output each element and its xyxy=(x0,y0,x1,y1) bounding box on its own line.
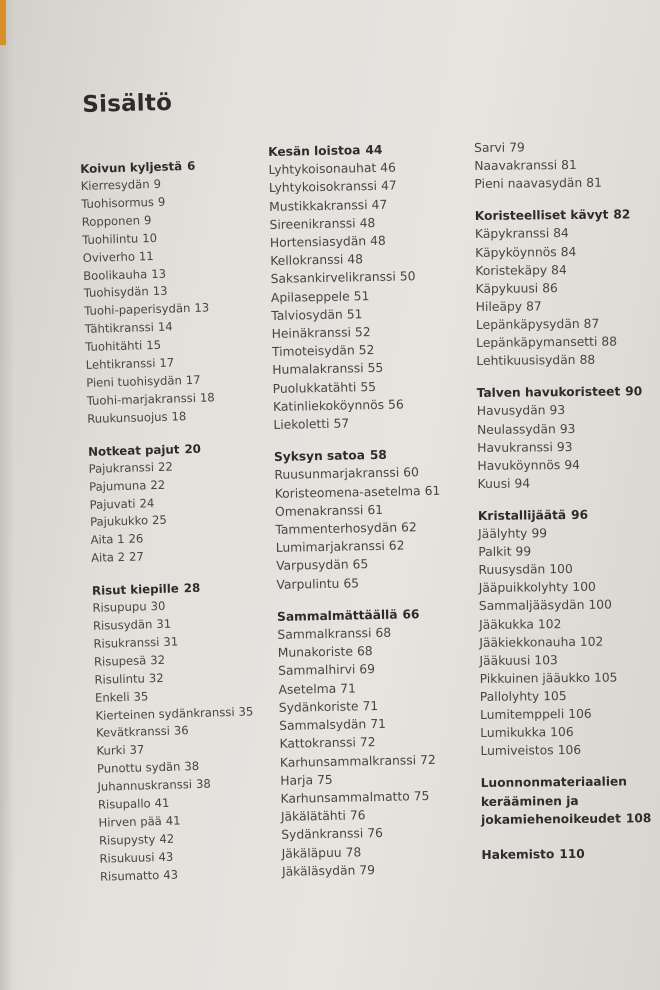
toc-page-number: 62 xyxy=(400,520,417,535)
toc-entry-title: Risupallo xyxy=(97,796,151,812)
toc-entry-title: Pajumuna xyxy=(88,477,147,494)
toc-entry xyxy=(479,596,659,616)
toc-entry xyxy=(475,278,655,298)
toc-entry xyxy=(480,668,660,688)
toc-entry-title: Lumitemppeli xyxy=(479,707,565,723)
toc-page-number: 55 xyxy=(360,379,377,394)
toc-page-number: 9 xyxy=(157,194,166,209)
toc-entry xyxy=(476,314,656,334)
toc-entry-title: Tuohilintu xyxy=(82,231,139,247)
toc-entry-title: Tähtikranssi xyxy=(84,320,155,337)
toc-entry-title: Pajukukko xyxy=(89,513,149,530)
toc-page-number: 46 xyxy=(380,160,397,176)
toc-section-heading xyxy=(481,809,660,829)
toc-entry-title: Lumikukka xyxy=(480,725,547,741)
toc-page-number: 38 xyxy=(184,759,200,774)
toc-page-number: 105 xyxy=(593,670,618,685)
toc-page-number: 47 xyxy=(380,178,397,194)
toc-entry xyxy=(480,704,660,724)
toc-page-number: 75 xyxy=(413,788,430,804)
toc-entry-title: Sammalhirvi xyxy=(278,662,356,679)
toc-entry-title: Käpykranssi xyxy=(474,226,550,242)
toc-entry xyxy=(478,473,658,493)
toc-page-number: 66 xyxy=(402,607,420,622)
toc-entry xyxy=(474,137,654,157)
toc-entry-title: Pajukranssi xyxy=(88,459,155,476)
toc-page-number: 65 xyxy=(343,576,360,591)
toc-entry xyxy=(477,419,657,439)
toc-page-number: 17 xyxy=(159,355,175,370)
toc-page-number: 68 xyxy=(356,644,373,659)
toc-entry-title: Käpykuusi xyxy=(475,281,539,296)
toc-page-number: 35 xyxy=(133,688,149,704)
toc-page-number: 106 xyxy=(550,725,574,740)
toc-entry xyxy=(275,481,465,503)
toc-entry-title: Tuohi-marjakranssi xyxy=(86,390,197,408)
toc-entry xyxy=(480,722,660,742)
toc-page-number: 79 xyxy=(359,862,376,878)
toc-entry-title: Enkeli xyxy=(94,689,130,705)
toc-page-number: 76 xyxy=(349,808,366,823)
toc-page-number: 13 xyxy=(194,300,210,316)
toc-entry-title: Kuusi xyxy=(477,476,511,491)
toc-entry-title: Hileäpy xyxy=(475,299,523,314)
toc-page-number: 68 xyxy=(375,625,392,641)
toc-entry-title: Pallolyhty xyxy=(479,689,540,704)
toc-entry-title: Pajuvati xyxy=(89,496,136,512)
toc-entry-title: Neulassydän xyxy=(476,421,556,437)
toc-page-number: 81 xyxy=(561,158,577,173)
toc-page-number: 13 xyxy=(151,266,167,281)
toc-page-number: 99 xyxy=(531,526,548,541)
toc-entry-title: Risupesä xyxy=(93,653,147,669)
toc-page-number: 9 xyxy=(153,176,162,191)
toc-entry xyxy=(478,523,658,543)
toc-entry xyxy=(282,859,472,881)
toc-page-number: 22 xyxy=(150,477,166,492)
toc-entry xyxy=(477,455,657,475)
toc-page-number: 71 xyxy=(370,716,387,732)
toc-page-number: 79 xyxy=(509,140,525,155)
toc-entry-title: Sarvi xyxy=(474,140,506,155)
toc-entry-title: kerääminen ja xyxy=(480,793,579,809)
toc-page-number: 28 xyxy=(183,580,201,596)
toc-page-number: 27 xyxy=(128,549,144,565)
toc-page-number: 93 xyxy=(549,403,566,418)
toc-entry-title: Risut kiepille xyxy=(91,581,179,598)
toc-entry-title: Hortensiasydän xyxy=(269,234,367,250)
toc-entry-title: Koivun kyljestä xyxy=(80,159,183,176)
toc-entry-title: Lyhtykoisonauhat xyxy=(268,161,377,178)
toc-entry-title: Jääkiekkonauha xyxy=(479,634,576,650)
page-title: Sisältö xyxy=(82,89,173,118)
toc-entry-title: Sydänkranssi xyxy=(281,826,364,843)
toc-entry-title: Jäkäläpuu xyxy=(281,845,342,861)
toc-page-number: 47 xyxy=(371,197,388,212)
toc-section-heading xyxy=(481,791,660,811)
toc-page-number: 69 xyxy=(359,662,376,677)
toc-entry-title: Risumatto xyxy=(99,867,160,884)
toc-entry-title: Pieni tuohisydän xyxy=(86,373,183,390)
toc-page-number: 20 xyxy=(184,441,202,456)
toc-entry-title: Ruusysdän xyxy=(478,562,546,578)
toc-entry-title: Ruusunmarjakranssi xyxy=(274,465,400,483)
toc-page-number: 32 xyxy=(148,670,164,686)
toc-entry-title: Aita 2 xyxy=(90,550,126,566)
toc-page-number: 100 xyxy=(588,598,613,613)
toc-entry-title: Sydänkoriste xyxy=(278,699,359,715)
toc-page-number: 84 xyxy=(553,226,569,241)
toc-entry-title: Saksankirvelikranssi xyxy=(270,269,396,287)
toc-entry xyxy=(477,401,657,421)
toc-page-number: 84 xyxy=(560,244,577,259)
toc-entry-title: Havusydän xyxy=(476,403,546,419)
toc-entry-title: Aita 1 xyxy=(90,532,125,548)
toc-entry-title: Koristekäpy xyxy=(475,262,548,278)
toc-entry-title: Lumimarjakranssi xyxy=(275,539,385,556)
toc-entry xyxy=(479,577,659,597)
toc-entry-title: Koristeelliset kävyt xyxy=(474,207,609,224)
toc-section-heading xyxy=(481,772,660,792)
toc-entry xyxy=(478,559,658,579)
toc-entry-title: Kurki xyxy=(96,743,126,759)
toc-entry-title: Kesän loistoa xyxy=(268,143,361,159)
toc-page-number: 18 xyxy=(199,390,215,405)
toc-entry-title: Naavakranssi xyxy=(474,158,558,174)
toc-page-number: 72 xyxy=(359,735,376,750)
toc-page-number: 48 xyxy=(347,252,364,267)
toc-page-number: 102 xyxy=(537,616,562,631)
toc-page-number: 11 xyxy=(138,248,154,264)
toc-entry-title: Kattokranssi xyxy=(279,735,356,752)
toc-page-number: 60 xyxy=(403,465,419,480)
toc-entry-title: Timoteisydän xyxy=(271,343,355,360)
toc-entry xyxy=(474,173,654,193)
toc-entry-title: Oviverho xyxy=(82,249,136,265)
toc-page-number: 43 xyxy=(163,867,179,882)
toc-entry-title: Kierresydän xyxy=(80,177,150,193)
toc-entry-title: Syksyn satoa xyxy=(273,448,366,465)
toc-page-number: 15 xyxy=(146,337,162,353)
toc-page-number: 10 xyxy=(142,230,158,246)
toc-page-number: 30 xyxy=(150,598,166,614)
toc-entry-title: Lehtikuusisydän xyxy=(476,353,576,369)
toc-page-number: 58 xyxy=(369,448,387,463)
toc-entry-title: Sireenikranssi xyxy=(269,216,356,232)
toc-page-number: 99 xyxy=(515,544,532,559)
toc-section-heading xyxy=(478,505,658,525)
toc-entry-title: Sammaljääsydän xyxy=(478,598,585,614)
toc-page-number: 103 xyxy=(534,652,558,668)
toc-section-heading xyxy=(481,844,660,864)
toc-page-number: 81 xyxy=(586,175,602,191)
toc-entry-title: Varpulintu xyxy=(276,576,340,592)
toc-entry xyxy=(474,155,654,175)
toc-entry xyxy=(475,260,655,280)
toc-page-number: 84 xyxy=(551,262,567,277)
toc-entry-title: Ropponen xyxy=(81,213,141,229)
toc-page-number: 22 xyxy=(157,459,173,474)
toc-entry-title: Koristeomena-asetelma xyxy=(274,483,421,501)
toc-page-number: 52 xyxy=(354,325,371,340)
toc-entry-title: Jäkäläsydän xyxy=(281,863,356,879)
toc-page-number: 78 xyxy=(345,844,362,860)
toc-entry-title: Katinliekoköynnös xyxy=(272,397,385,414)
toc-entry xyxy=(475,224,655,244)
toc-page-number: 41 xyxy=(165,813,181,828)
toc-entry-title: Punottu sydän xyxy=(96,759,181,777)
toc-page-number: 31 xyxy=(156,616,172,632)
toc-page-number: 31 xyxy=(163,634,179,649)
toc-entry-title: Harja xyxy=(280,772,314,788)
toc-entry-title: Hakemisto xyxy=(481,847,555,862)
toc-page-number: 50 xyxy=(399,269,416,284)
toc-page-number: 94 xyxy=(564,457,581,472)
toc-section-heading xyxy=(477,382,657,402)
toc-page-number: 75 xyxy=(316,772,333,787)
toc-page-number: 51 xyxy=(353,288,370,304)
toc-entry xyxy=(479,650,659,670)
toc-entry-title: Karhunsammalkranssi xyxy=(279,752,417,770)
toc-entry-title: Apilaseppele xyxy=(270,289,350,305)
toc-page-number: 76 xyxy=(367,826,384,841)
toc-page-number: 87 xyxy=(583,316,600,331)
toc-page-number: 51 xyxy=(346,307,363,322)
toc-page-number: 17 xyxy=(185,372,201,388)
toc-page-number: 14 xyxy=(157,319,173,335)
toc-page-number: 87 xyxy=(525,299,542,314)
toc-page-number: 106 xyxy=(557,743,582,758)
toc-entry-title: Jääkukka xyxy=(479,616,534,632)
toc-page-number: 100 xyxy=(572,580,596,595)
toc-page-number: 71 xyxy=(340,681,356,696)
toc-entry-title: jokamiehenoikeudet xyxy=(481,811,621,827)
toc-entry-title: Jäälyhty xyxy=(478,526,528,542)
toc-page-number: 56 xyxy=(387,397,404,412)
toc-entry xyxy=(475,242,655,262)
toc-entry-title: Juhannuskranssi xyxy=(97,777,193,794)
toc-entry-title: Pikkuinen jääukko xyxy=(479,670,591,686)
toc-page-number: 35 xyxy=(238,703,254,719)
toc-entry xyxy=(476,350,656,370)
toc-page-number: 57 xyxy=(333,416,350,431)
toc-page-number: 105 xyxy=(543,689,567,704)
toc-page-number: 94 xyxy=(514,476,531,491)
toc-entry-title: Lepänkäpymansetti xyxy=(476,334,598,351)
toc-entry xyxy=(476,332,656,352)
toc-entry-title: Boolikauha xyxy=(83,266,148,283)
toc-entry-title: Risulintu xyxy=(94,671,146,687)
toc-entry xyxy=(479,632,659,652)
toc-entry xyxy=(477,437,657,457)
toc-entry-title: Munakoriste xyxy=(277,644,354,661)
toc-page-number: 55 xyxy=(367,361,384,376)
toc-entry-title: Tuohisormus xyxy=(81,194,155,211)
toc-page-number: 100 xyxy=(549,562,573,577)
toc-column-2 xyxy=(268,139,472,880)
toc-page-number: 26 xyxy=(128,531,144,547)
toc-entry-title: Talven havukoristeet xyxy=(476,384,621,401)
toc-entry-title: Tammenterhosydän xyxy=(275,520,398,537)
toc-entry-title: Sammalmättäällä xyxy=(276,607,398,624)
toc-page-number: 41 xyxy=(154,795,170,811)
toc-page-number: 6 xyxy=(186,158,196,174)
toc-page-number: 48 xyxy=(369,233,386,249)
toc-entry xyxy=(480,740,660,760)
toc-page-number: 32 xyxy=(150,652,166,668)
toc-entry-title: Heinäkranssi xyxy=(271,325,352,341)
toc-entry-title: Käpyköynnös xyxy=(475,244,557,260)
toc-entry xyxy=(478,541,658,561)
toc-page-number: 24 xyxy=(139,495,155,510)
toc-entry-title: Kristallijäätä xyxy=(477,507,567,523)
toc-page-number: 71 xyxy=(362,698,379,714)
toc-page-number: 106 xyxy=(568,706,592,722)
page-spine-shadow xyxy=(0,0,14,990)
toc-page-number: 72 xyxy=(419,752,436,767)
toc-page-number: 86 xyxy=(542,280,558,296)
toc-page-number: 43 xyxy=(158,849,174,864)
toc-entry xyxy=(476,296,656,316)
toc-page-number: 110 xyxy=(559,846,585,862)
toc-page-number: 48 xyxy=(359,215,376,231)
toc-page-number: 90 xyxy=(625,384,643,399)
toc-entry-title: Tuohisydän xyxy=(83,284,149,301)
toc-page-number: 18 xyxy=(171,408,187,424)
toc-entry-title: Talviosydän xyxy=(271,307,343,323)
toc-entry-title: Notkeat pajut xyxy=(87,442,180,459)
toc-entry-title: Havukranssi xyxy=(477,439,553,455)
toc-page-number: 88 xyxy=(579,352,596,368)
toc-column-3 xyxy=(474,137,660,864)
toc-entry-title: Risupupu xyxy=(92,599,147,615)
toc-entry-title: Puolukkatähti xyxy=(272,379,357,396)
toc-entry-title: Pieni naavasydän xyxy=(474,176,583,192)
toc-page-number: 102 xyxy=(579,634,604,649)
toc-page-number: 62 xyxy=(388,538,405,554)
toc-page-number: 42 xyxy=(159,831,175,846)
toc-entry-title: Risukranssi xyxy=(93,634,160,651)
toc-entry-title: Karhunsammalmatto xyxy=(280,789,410,806)
toc-entry-title: Lumiveistos xyxy=(480,743,554,759)
toc-page-number: 9 xyxy=(143,212,152,228)
toc-page-number: 93 xyxy=(559,421,576,436)
toc-entry-title: Omenakranssi xyxy=(274,503,364,519)
toc-section-heading xyxy=(475,205,655,225)
toc-entry-title: Jääkuusi xyxy=(479,653,531,668)
toc-entry-title: Liekoletti xyxy=(273,416,330,432)
toc-entry-title: Lepänkäpysydän xyxy=(475,316,580,332)
toc-entry-title: Mustikkakranssi xyxy=(269,197,368,214)
toc-entry-title: Jäkälätähti xyxy=(280,808,347,824)
toc-entry-title: Jääpuikkolyhty xyxy=(478,580,569,596)
toc-page-number: 37 xyxy=(129,742,145,758)
toc-entry xyxy=(479,614,659,634)
toc-entry-title: Kierteinen sydänkranssi xyxy=(95,704,235,723)
toc-entry xyxy=(480,686,660,706)
toc-entry-title: Palkit xyxy=(478,544,512,560)
toc-page-number: 36 xyxy=(173,723,189,739)
toc-entry-title: Risupysty xyxy=(98,832,156,848)
toc-entry-title: Lyhtykoisokranssi xyxy=(268,179,378,196)
toc-page-number: 52 xyxy=(358,343,375,358)
toc-page-number: 93 xyxy=(556,439,573,454)
toc-page-number: 44 xyxy=(365,142,383,158)
toc-entry-title: Havuköynnös xyxy=(477,457,561,473)
toc-page-number: 38 xyxy=(195,776,211,792)
toc-page-number: 96 xyxy=(571,507,589,522)
toc-entry-title: Hirven pää xyxy=(98,813,162,830)
toc-entry-title: Asetelma xyxy=(278,681,337,697)
toc-entry-title: Risusydän xyxy=(92,617,153,633)
toc-entry-title: Humalakranssi xyxy=(272,361,364,378)
toc-column-1 xyxy=(80,155,290,887)
toc-entry-title: Tuohi-paperisydän xyxy=(84,301,191,319)
toc-page-number: 25 xyxy=(151,513,168,528)
toc-page-number: 88 xyxy=(601,334,618,349)
toc-page-number: 61 xyxy=(367,502,384,518)
toc-entry-title: Sammalsydän xyxy=(279,717,367,733)
cover-edge xyxy=(0,0,6,45)
toc-entry-title: Ruukunsuojus xyxy=(87,409,168,426)
toc-page-number: 13 xyxy=(152,284,168,299)
toc-entry-title: Lehtikranssi xyxy=(85,356,156,372)
toc-page-number: 82 xyxy=(613,207,631,222)
toc-entry-title: Risukuusi xyxy=(99,850,155,866)
toc-entry-title: Tuohitähti xyxy=(85,338,143,355)
toc-entry-title: Luonnonmateriaalien xyxy=(480,774,627,791)
toc-entry-title: Varpusydän xyxy=(275,558,349,574)
toc-entry-title: Kellokranssi xyxy=(270,252,344,269)
toc-page-number: 65 xyxy=(352,557,369,572)
toc-entry-title: Sammalkranssi xyxy=(277,626,372,642)
toc-page-number: 61 xyxy=(424,483,441,498)
toc-entry-title: Kevätkranssi xyxy=(95,724,171,741)
toc-page-number: 108 xyxy=(625,810,652,826)
